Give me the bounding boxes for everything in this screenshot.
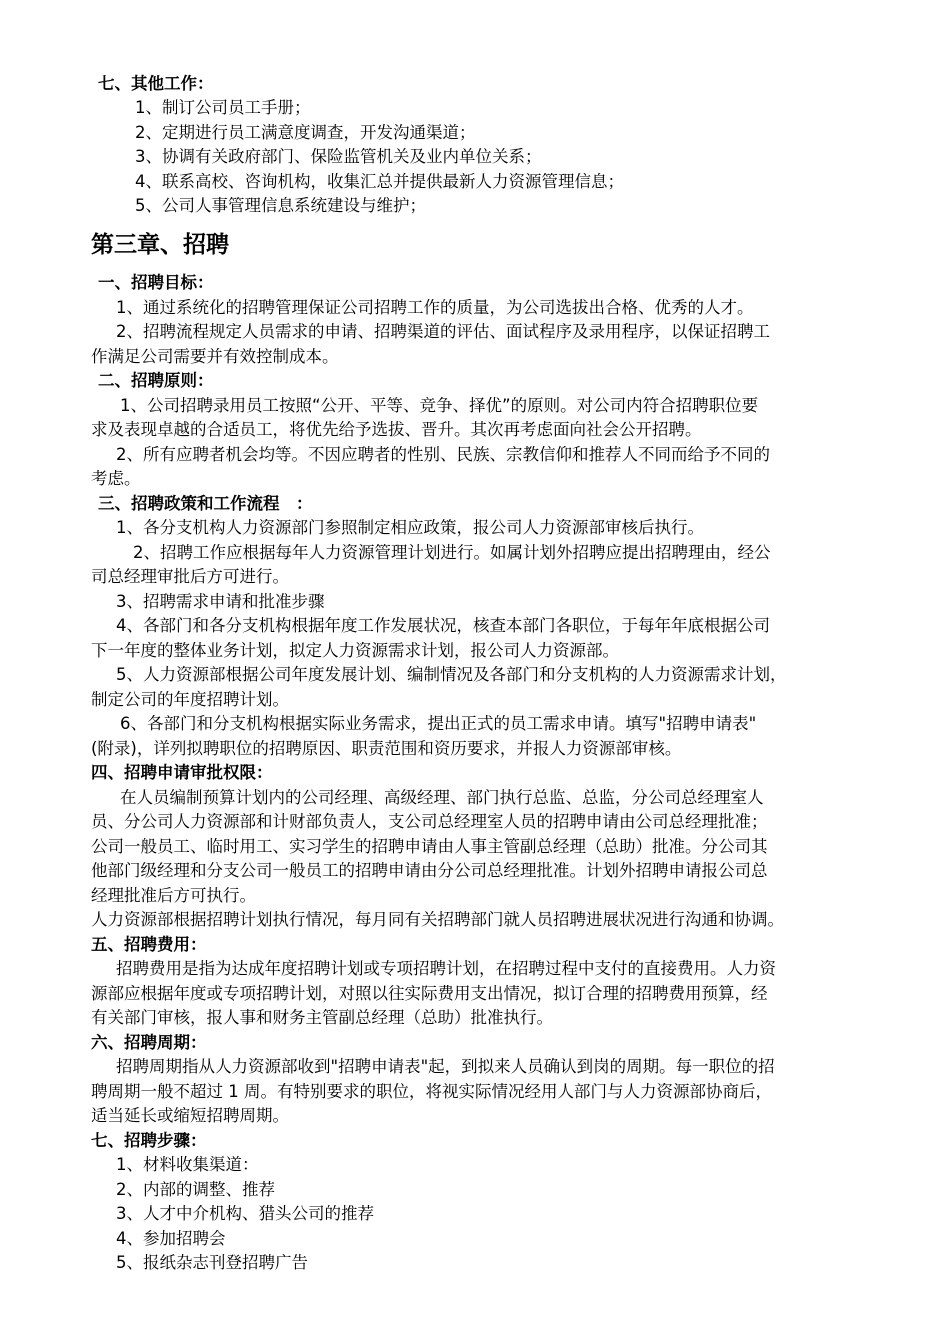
chapter-title: 第三章、招聘	[91, 232, 229, 258]
paragraph-line: 6、各部门和分支机构根据实际业务需求，提出正式的员工需求申请。填写"招聘申请表"	[120, 714, 757, 733]
paragraph-line: 1、通过系统化的招聘管理保证公司招聘工作的质量，为公司选拔出合格、优秀的人才。	[116, 298, 754, 317]
paragraph-line: 求及表现卓越的合适员工，将优先给予选拔、晋升。其次再考虑面向社会公开招聘。	[91, 420, 702, 439]
paragraph-line: 2、招聘工作应根据每年人力资源管理计划进行。如属计划外招聘应提出招聘理由，经公	[133, 543, 771, 562]
list-item: 3、协调有关政府部门、保险监管机关及业内单位关系；	[135, 147, 542, 166]
paragraph-line: 作满足公司需要并有效控制成本。	[91, 347, 339, 366]
section-heading-other-work: 七、其他工作：	[98, 74, 214, 93]
paragraph-line: 在人员编制预算计划内的公司经理、高级经理、部门执行总监、总监，分公司总经理室人	[120, 788, 764, 807]
paragraph-line: 员、分公司人力资源部和计财部负责人，支公司总经理室人员的招聘申请由公司总经理批准；	[91, 812, 768, 831]
section-heading-goal: 一、招聘目标：	[98, 273, 214, 292]
paragraph-line: 3、招聘需求申请和批准步骤	[116, 592, 325, 611]
section-heading-principle: 二、招聘原则：	[98, 371, 214, 390]
paragraph-line: 1、公司招聘录用员工按照“公开、平等、竞争、择优”的原则。对公司内符合招聘职位要	[120, 396, 759, 415]
paragraph-line: 下一年度的整体业务计划，拟定人力资源需求计划，报公司人力资源部。	[91, 641, 619, 660]
list-item: 5、报纸杂志刊登招聘广告	[116, 1253, 308, 1272]
section-heading-steps: 七、招聘步骤：	[91, 1131, 207, 1150]
paragraph-line: 他部门级经理和分支公司一般员工的招聘申请由分公司总经理批准。计划外招聘申请报公司总	[91, 861, 768, 880]
list-item: 5、公司人事管理信息系统建设与维护；	[135, 196, 426, 215]
paragraph-line: 2、招聘流程规定人员需求的申请、招聘渠道的评估、面试程序及录用程序，以保证招聘工	[116, 322, 770, 341]
paragraph-line: 源部应根据年度或专项招聘计划，对照以往实际费用支出情况，拟订合理的招聘费用预算，经	[91, 984, 768, 1003]
paragraph-line: 聘周期一般不超过 1 周。有特别要求的职位，将视实际情况经用人部门与人力资源部协商后，	[91, 1082, 772, 1101]
list-item: 2、定期进行员工满意度调查，开发沟通渠道；	[135, 123, 476, 142]
list-item: 4、参加招聘会	[116, 1229, 226, 1248]
paragraph-line: 适当延长或缩短招聘周期。	[91, 1106, 289, 1125]
section-heading-cost: 五、招聘费用：	[91, 935, 207, 954]
paragraph-line: 制定公司的年度招聘计划。	[91, 690, 289, 709]
section-heading-cycle: 六、招聘周期：	[91, 1033, 207, 1052]
section-heading-policy: 三、招聘政策和工作流程 ：	[98, 494, 313, 513]
paragraph-line: 经理批准后方可执行。	[91, 886, 256, 905]
paragraph-line: 人力资源部根据招聘计划执行情况，每月同有关招聘部门就人员招聘进展状况进行沟通和协调。	[91, 910, 784, 929]
paragraph-line: 5、人力资源部根据公司年度发展计划、编制情况及各部门和分支机构的人力资源需求计划，	[116, 665, 787, 684]
section-heading-approval: 四、招聘申请审批权限：	[91, 763, 273, 782]
paragraph-line: 司总经理审批后方可进行。	[91, 567, 289, 586]
paragraph-line: 公司一般员工、临时用工、实习学生的招聘申请由人事主管副总经理（总助）批准。分公司其	[91, 837, 768, 856]
paragraph-line: 1、各分支机构人力资源部门参照制定相应政策，报公司人力资源部审核后执行。	[116, 518, 704, 537]
list-item: 1、制订公司员工手册；	[135, 98, 311, 117]
paragraph-line: (附录)，详列拟聘职位的招聘原因、职责范围和资历要求，并报人力资源部审核。	[91, 739, 682, 758]
paragraph-line: 有关部门审核，报人事和财务主管副总经理（总助）批准执行。	[91, 1008, 553, 1027]
paragraph-line: 招聘费用是指为达成年度招聘计划或专项招聘计划，在招聘过程中支付的直接费用。人力资	[116, 959, 776, 978]
list-item: 3、人才中介机构、猎头公司的推荐	[116, 1204, 374, 1223]
list-item: 1、材料收集渠道：	[116, 1155, 259, 1174]
list-item: 2、内部的调整、推荐	[116, 1180, 275, 1199]
paragraph-line: 考虑。	[91, 469, 141, 488]
paragraph-line: 2、所有应聘者机会均等。不因应聘者的性别、民族、宗教信仰和推荐人不同而给予不同的	[116, 445, 770, 464]
paragraph-line: 招聘周期指从人力资源部收到"招聘申请表"起，到拟来人员确认到岗的周期。每一职位的招	[116, 1057, 775, 1076]
paragraph-line: 4、各部门和各分支机构根据年度工作发展状况，核查本部门各职位，于每年年底根据公司	[116, 616, 770, 635]
list-item: 4、联系高校、咨询机构，收集汇总并提供最新人力资源管理信息；	[135, 172, 624, 191]
